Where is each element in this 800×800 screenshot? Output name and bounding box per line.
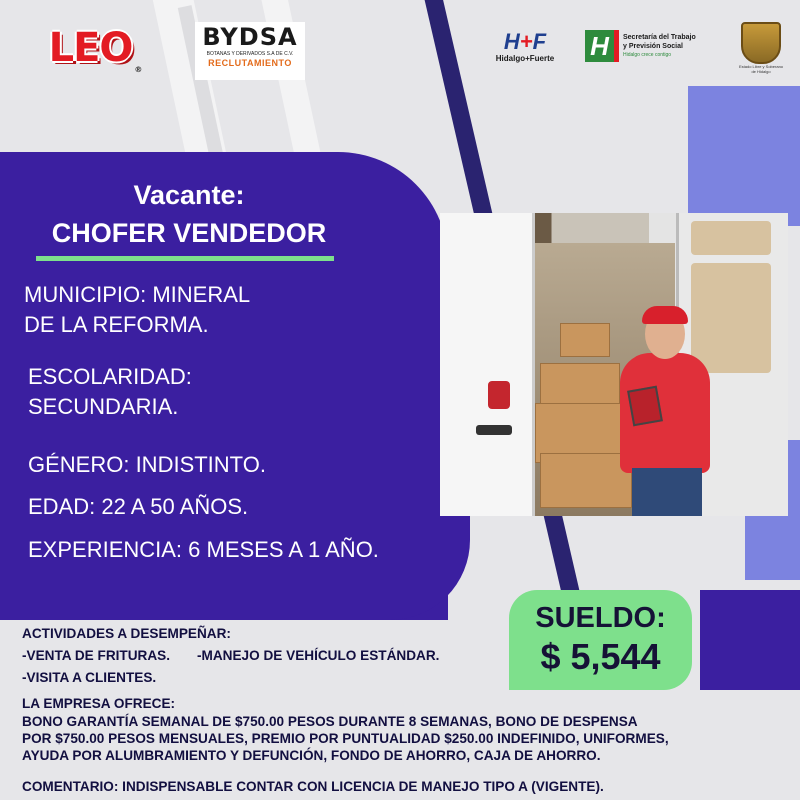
municipio-line1: MUNICIPIO: MINERAL [24,282,251,307]
cardboard-box [560,323,610,357]
bydsa-logo-subtitle: BOTANAS Y DERIVADOS S.A DE C.V. [206,51,294,57]
decorative-block [688,86,800,226]
hf-caption: Hidalgo+Fuerte [495,54,555,63]
crest-caption: Estado Libre y Soberano de Hidalgo [738,64,784,74]
benefits-line: AYUDA POR ALUMBRAMIENTO Y DEFUNCIÓN, FONDO DE AHORRO, CAJA DE AHORRO. [22,748,601,763]
salary-badge [509,590,692,690]
activity-item: -MANEJO DE VEHÍCULO ESTÁNDAR. [197,648,440,663]
escolaridad-info [28,362,328,422]
stps-line1: Secretaría del Trabajo [623,33,696,41]
driver-van-photo [440,213,788,516]
title-underline [36,256,334,261]
crest-icon [741,22,781,64]
bydsa-logo-name: BYDSA [202,23,298,51]
van-handle [476,425,512,435]
driver-cap [642,306,688,324]
municipio-line2: DE LA REFORMA. [24,312,209,337]
experiencia-info: EXPERIENCIA: 6 MESES A 1 AÑO. [28,537,379,562]
benefits-line: BONO GARANTÍA SEMANAL DE $750.00 PESOS DURANTE 8 SEMANAS, BONO DE DESPENSA [22,714,638,729]
stps-logo [585,30,705,62]
activity-item: -VISITA A CLIENTES. [22,670,157,685]
cardboard-box [540,453,632,508]
hf-mark-icon: H+F [503,29,547,54]
activities-title: ACTIVIDADES A DESEMPEÑAR: [22,626,231,641]
hidalgo-crest-logo [738,22,784,76]
stps-line2: y Previsión Social [623,42,683,50]
vacancy-title [0,176,378,252]
edad-info: EDAD: 22 A 50 AÑOS. [28,494,249,519]
hidalgo-fuerte-logo [490,30,560,63]
salary-label: SUELDO: [535,602,666,634]
genero-info: GÉNERO: INDISTINTO. [28,452,266,477]
clipboard-icon [627,386,663,427]
van-tail-light [488,381,510,409]
van-door-left [440,213,535,516]
benefits-line: POR $750.00 PESOS MENSUALES, PREMIO POR PUNTUALIDAD $250.00 INDEFINIDO, UNIFORMES, [22,731,669,746]
door-panel [691,263,771,373]
bydsa-logo [195,22,305,80]
salary-amount: $ 5,544 [540,636,661,677]
municipio-info [24,280,324,340]
benefits-title: LA EMPRESA OFRECE: [22,696,176,711]
stps-h-icon: H [585,30,619,62]
leo-logo: LEO ® [48,25,142,74]
bydsa-logo-tag: RECLUTAMIENTO [208,58,292,68]
door-panel [691,221,771,255]
vacancy-title-line2: CHOFER VENDEDOR [51,218,327,248]
comment: COMENTARIO: INDISPENSABLE CONTAR CON LICENCIA DE MANEJO TIPO A (VIGENTE). [22,779,604,794]
benefits-body [22,713,792,764]
escolaridad-line1: ESCOLARIDAD: [28,364,192,389]
driver-legs [632,468,702,516]
escolaridad-line2: SECUNDARIA. [28,394,179,419]
activity-item: -VENTA DE FRITURAS. [22,648,171,663]
stps-tagline: Hidalgo crece contigo [623,51,672,58]
decorative-block [700,590,800,690]
vacancy-title-line1: Vacante: [133,180,245,210]
leo-logo-text: LEO [48,25,133,71]
